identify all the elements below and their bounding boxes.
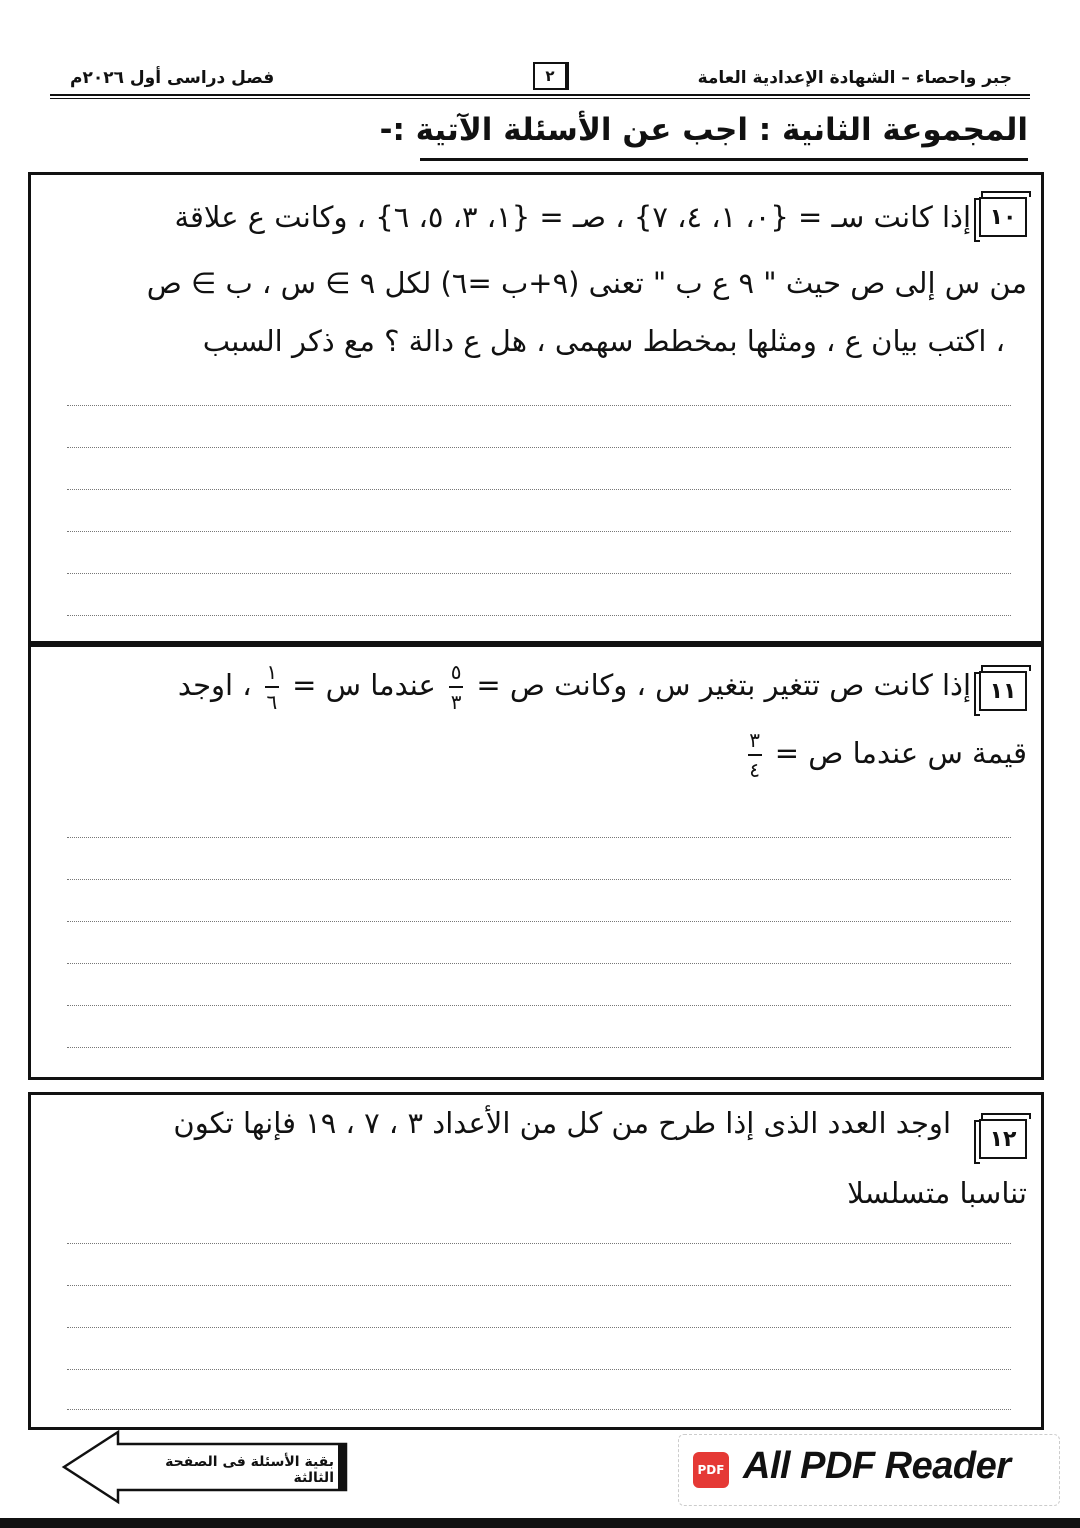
page-number: ٢ bbox=[533, 62, 569, 90]
group-title-underline bbox=[420, 158, 1028, 161]
answer-line[interactable] bbox=[67, 1327, 1011, 1328]
answer-line[interactable] bbox=[67, 1285, 1011, 1286]
fraction-numerator: ١ bbox=[266, 660, 278, 684]
fraction-1-6 bbox=[265, 661, 279, 713]
question-11-line-2 bbox=[51, 729, 1027, 781]
answer-line[interactable] bbox=[67, 1005, 1011, 1006]
question-11-box bbox=[28, 644, 1044, 1080]
question-11-number: ١١ bbox=[979, 671, 1027, 711]
answer-line[interactable] bbox=[67, 921, 1011, 922]
answer-line[interactable] bbox=[67, 573, 1011, 574]
fraction-5-3 bbox=[449, 661, 463, 713]
answer-line[interactable] bbox=[67, 837, 1011, 838]
question-12-box bbox=[28, 1092, 1044, 1430]
question-11-text-b: عندما س = bbox=[292, 668, 436, 702]
question-12-line-2: تناسبا متسلسلا bbox=[847, 1176, 1027, 1210]
fraction-numerator: ٣ bbox=[749, 728, 760, 752]
question-10-line-1: إذا كانت سـ = {٠، ١، ٤، ٧} ، صـ = {١، ٣، ٥، ٦} ، وكانت ع علاقة bbox=[174, 200, 971, 234]
fraction-denominator: ٣ bbox=[450, 690, 462, 714]
question-10-box bbox=[28, 172, 1044, 644]
pdf-icon: PDF bbox=[693, 1452, 729, 1488]
header-right-title: جبر واحصاء – الشهادة الإعدادية العامة bbox=[697, 68, 1012, 88]
question-12-number: ١٢ bbox=[979, 1119, 1027, 1159]
next-page-arrow bbox=[60, 1428, 350, 1506]
answer-line[interactable] bbox=[67, 879, 1011, 880]
answer-line[interactable] bbox=[67, 1047, 1011, 1048]
fraction-denominator: ٤ bbox=[749, 758, 760, 782]
header-divider bbox=[50, 94, 1030, 96]
next-page-note: بقية الأسئلة فى الصفحة الثالثة bbox=[165, 1454, 334, 1486]
question-10-number: ١٠ bbox=[979, 197, 1027, 237]
answer-line[interactable] bbox=[67, 963, 1011, 964]
answer-line[interactable] bbox=[67, 615, 1011, 616]
question-11-text-a: إذا كانت ص تتغير بتغير س ، وكانت ص = bbox=[476, 668, 971, 702]
fraction-3-4 bbox=[748, 729, 762, 781]
answer-line[interactable] bbox=[67, 405, 1011, 406]
question-10-line-3: ، اكتب بيان ع ، ومثلها بمخطط سهمى ، هل ع دالة ؟ مع ذكر السبب bbox=[202, 324, 1005, 358]
header-left-title: فصل دراسى أول ٢٠٢٦م bbox=[70, 68, 275, 88]
answer-line[interactable] bbox=[67, 447, 1011, 448]
app-watermark bbox=[678, 1434, 1060, 1506]
header-divider-thin bbox=[50, 98, 1030, 99]
group-title: المجموعة الثانية : اجب عن الأسئلة الآتية :- bbox=[379, 112, 1028, 148]
bottom-edge bbox=[0, 1518, 1080, 1528]
answer-line[interactable] bbox=[67, 531, 1011, 532]
answer-line[interactable] bbox=[67, 1409, 1011, 1410]
question-10-line-2: من س إلى ص حيث " ٩ ع ب " تعنى (٩+ب =٦) لكل ٩ ∋ س ، ب ∋ ص bbox=[146, 266, 1027, 300]
answer-line[interactable] bbox=[67, 1243, 1011, 1244]
question-12-line-1: اوجد العدد الذى إذا طرح من كل من الأعداد ٣ ، ٧ ، ١٩ فإنها تكون bbox=[173, 1106, 951, 1140]
fraction-denominator: ٦ bbox=[266, 690, 278, 714]
fraction-numerator: ٥ bbox=[450, 660, 462, 684]
answer-line[interactable] bbox=[67, 1369, 1011, 1370]
question-11-text-c: ، اوجد bbox=[177, 668, 252, 702]
watermark-text: All PDF Reader bbox=[743, 1445, 1011, 1487]
answer-line[interactable] bbox=[67, 489, 1011, 490]
question-11-text-d: قيمة س عندما ص = bbox=[774, 736, 1027, 770]
question-11-line-1 bbox=[51, 661, 971, 713]
